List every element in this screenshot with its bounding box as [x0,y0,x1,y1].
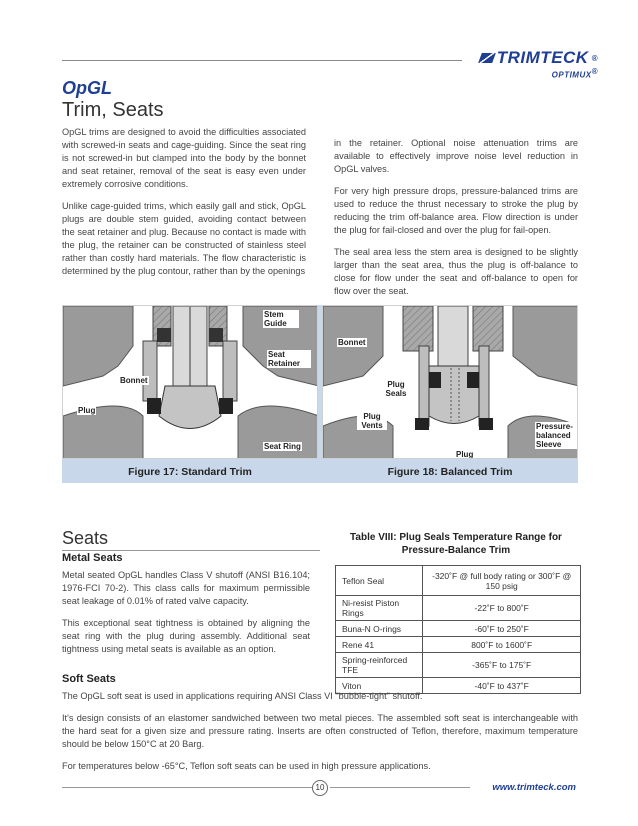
trimteck-mark-icon [478,53,496,63]
sleeve-left [419,346,429,426]
range-cell: -320˚F @ full body rating or 300˚F @ 150 psig [423,566,581,596]
stem [438,306,468,366]
body-bottom-right [238,406,318,459]
label-seat-ring: Seat Ring [264,442,301,451]
figure-18-diagram [322,305,578,459]
soft-paragraph: For temperatures below -65°C, Teflon soft seats can be used in high pressure applications. [62,761,431,771]
guide-right [209,328,223,342]
bonnet-left [403,306,433,351]
seat-ring-left [147,398,161,414]
trimteck-logo [480,48,598,80]
seat-right [479,418,493,430]
seats-heading: Seats [62,528,109,548]
soft-seats-heading: Soft Seats [62,673,116,685]
intro-paragraph: The seal area less the stem area is designed to be slightly larger than the seat area, thus the plug is off-balance to close for flow under the seat and off-balance to open for flow over the seat. [334,247,578,296]
header-rule [62,60,462,61]
soft-paragraph: It's design consists of an elastomer sandwiched between two metal pieces. The assembled soft seat is interchangeable with the hard seat for a given size and pressure rating. Inserts are often constructed of Teflon, therefore, maximum temperature should be below 150°C at 20 Barg. [62,713,578,749]
intro-paragraph: Unlike cage-guided trims, which easily gall and stick, OpGL plugs are double stem guided, avoiding contact between the seat retainer and plug. Because no contact is made with the plug, the retainer can be constructed of stainless steel rather than costly hard materials. The flow characteristic is determined by the plug contour, rather than by the openings [62,201,306,276]
range-cell: -60˚F to 250˚F [423,621,581,637]
label-seat-retainer: Seat Retainer [267,350,311,368]
sleeve-right [479,346,489,426]
seat-ring-right [219,398,233,414]
material-cell: Viton [336,678,423,694]
label-bonnet: Bonnet [120,376,148,385]
footer-rule [62,787,312,788]
intro-right-column [334,137,578,307]
range-cell: -40˚F to 437˚F [423,678,581,694]
website-link[interactable]: www.trimteck.com [492,782,576,793]
page-subtitle: Trim, Seats [62,99,164,121]
label-stem-guide: Stem Guide [263,310,299,328]
body-left [63,306,133,386]
metal-seats-heading: Metal Seats [62,552,123,564]
bonnet-right [473,306,503,351]
body-right [513,306,578,386]
intro-paragraph: in the retainer. Optional noise attenuation trims are available to effectively improve noise level reduction in OpGL valves. [334,138,578,174]
label-balanced-sleeve: Pressure-balanced Sleeve [535,422,577,449]
retainer-left [143,341,157,401]
table-row [336,566,581,596]
guide-left [157,328,171,342]
metal-paragraph: Metal seated OpGL handles Class V shutoff (ANSI B16.104; 1976-FCI 70-2). This class calls for maximum permissible seat leakage of 0.01% of rated valve capacity. [62,570,310,606]
table-row [336,621,581,637]
logo-sub: OPTIMUX [551,70,592,80]
table-row [336,596,581,621]
table-row [336,653,581,678]
seal-left [429,372,441,388]
standard-trim-drawing [63,306,318,459]
material-cell: Ni-resist Piston Rings [336,596,423,621]
label-plug-seals: Plug Seals [381,380,411,398]
metal-seats-text [62,569,310,665]
stem-centerline [189,306,191,386]
soft-seats-text [62,690,578,782]
logo-name: TRIMTECK [496,48,589,67]
range-cell: -365˚F to 175˚F [423,653,581,678]
material-cell: Teflon Seal [336,566,423,596]
footer-rule [330,787,470,788]
material-cell: Buna-N O-rings [336,621,423,637]
intro-paragraph: OpGL trims are designed to avoid the difficulties associated with screwed-in seats and cage-guiding. Since the seat ring is not screwed-in but clamped into the body by the bonnet and seat retainer, removal of the seat is easy even under extremely corrosive conditions. [62,127,306,189]
plug-seals-table [335,565,581,694]
page-title: OpGL [62,78,112,98]
material-cell: Spring-reinforced TFE [336,653,423,678]
soft-paragraph: The OpGL soft seat is used in applications requiring ANSI Class VI "bubble-tight" shutoff. [62,691,423,701]
intro-paragraph: For very high pressure drops, pressure-balanced trims are used to reduce the thrust necessary to stroke the plug by reducing the trim off-balance area. Flow direction is under the plug for fail-closed and over the plug for fail-open. [334,186,578,235]
seal-right [467,372,479,388]
label-plug: Plug [78,406,96,415]
material-cell: Rene 41 [336,637,423,653]
table-title: Table VIII: Plug Seals Temperature Range for Pressure-Balance Trim [350,532,562,556]
page-number: 10 [312,780,328,796]
metal-paragraph: This exceptional seat tightness is obtained by aligning the seat ring with the plug during assembly. Additional seat tightness using metal seats is available as an option. [62,618,310,654]
range-cell: -22˚F to 800˚F [423,596,581,621]
figure-18-caption: Figure 18: Balanced Trim [387,466,513,478]
figure-17-diagram [62,305,318,459]
label-bonnet: Bonnet [338,338,366,347]
range-cell: 800˚F to 1600˚F [423,637,581,653]
logo-sub-mark: ® [591,67,598,76]
figure-17-caption: Figure 17: Standard Trim [128,466,252,478]
seat-left [415,418,429,430]
retainer-right [223,341,237,401]
seats-rule [62,550,320,551]
logo-registered: ® [591,53,598,63]
plug-shape [159,386,221,429]
table-row [336,637,581,653]
label-plug: Plug [456,450,474,459]
intro-left-column [62,126,306,287]
body-bottom-left [63,406,143,459]
label-plug-vents: Plug Vents [357,412,387,430]
